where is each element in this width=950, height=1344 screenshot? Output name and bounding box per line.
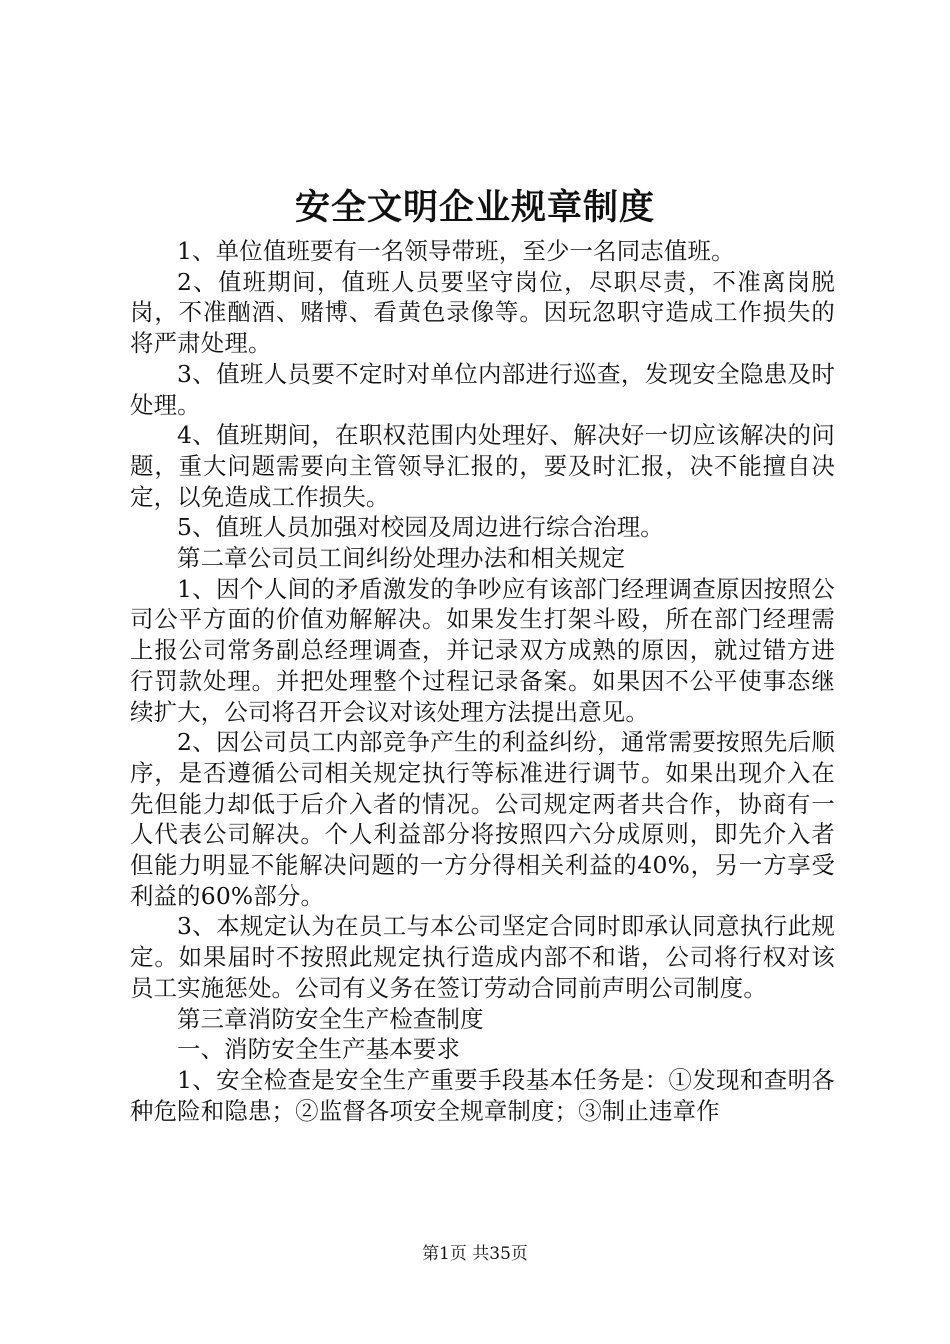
section-heading: 一、消防安全生产基本要求 — [177, 1035, 461, 1064]
paragraph: 4、值班期间，在职权范围内处理好、解决好一切应该解决的问题，重大问题需要向主管领导汇报的，要及时汇报，决不能擅自决定，以免造成工作损失。 — [130, 421, 835, 511]
paragraph: 1、单位值班要有一名领导带班，至少一名同志值班。 — [177, 237, 735, 265]
paragraph: 3、本规定认为在员工与本公司坚定合同时即承认同意执行此规定。如果届时不按照此规定执行造成内部不和谐，公司将行权对该员工实施惩处。公司有义务在签订劳动合同前声明公司制度。 — [130, 912, 835, 1002]
paragraph: 1、安全检查是安全生产重要手段基本任务是：①发现和查明各种危险和隐患；②监督各项安全规章制度；③制止违章作 — [130, 1065, 835, 1125]
chapter-heading: 第三章消防安全生产检查制度 — [177, 1004, 484, 1033]
paragraph: 2、因公司员工内部竞争产生的利益纠纷，通常需要按照先后顺序，是否遵循公司相关规定执行等标准进行调节。如果出现介入在先但能力却低于后介入者的情况。公司规定两者共合作，协商有一人代表公司解决。个人利益部分将按照四六分成原则，即先介入者但能力明显不能解决问题的一方分得相关利益的40%，另一方享受利益的60%部分。 — [130, 728, 835, 910]
paragraph: 5、值班人员加强对校园及周边进行综合治理。 — [177, 513, 664, 542]
paragraph: 1、因个人间的矛盾激发的争吵应有该部门经理调查原因按照公司公平方面的价值劝解解决。如果发生打架斗殴，所在部门经理需上报公司常务副总经理调查，并记录双方成熟的原因，就过错方进行罚款处理。并把处理整个过程记录备案。如果因不公平使事态继续扩大，公司将召开会议对该处理方法提出意见。 — [130, 574, 835, 726]
chapter-heading: 第二章公司员工间纠纷处理办法和相关规定 — [177, 544, 626, 573]
paragraph: 2、值班期间，值班人员要坚守岗位，尽职尽责，不准离岗脱岗，不准酗酒、赌博、看黄色录像等。因玩忽职守造成工作损失的将严肃处理。 — [130, 267, 835, 358]
document-title: 安全文明企业规章制度 — [294, 187, 655, 228]
page-number-footer: 第1页 共35页 — [422, 1244, 528, 1264]
document-body — [130, 236, 835, 1126]
paragraph: 3、值班人员要不定时对单位内部进行巡查，发现安全隐患及时处理。 — [130, 359, 835, 419]
